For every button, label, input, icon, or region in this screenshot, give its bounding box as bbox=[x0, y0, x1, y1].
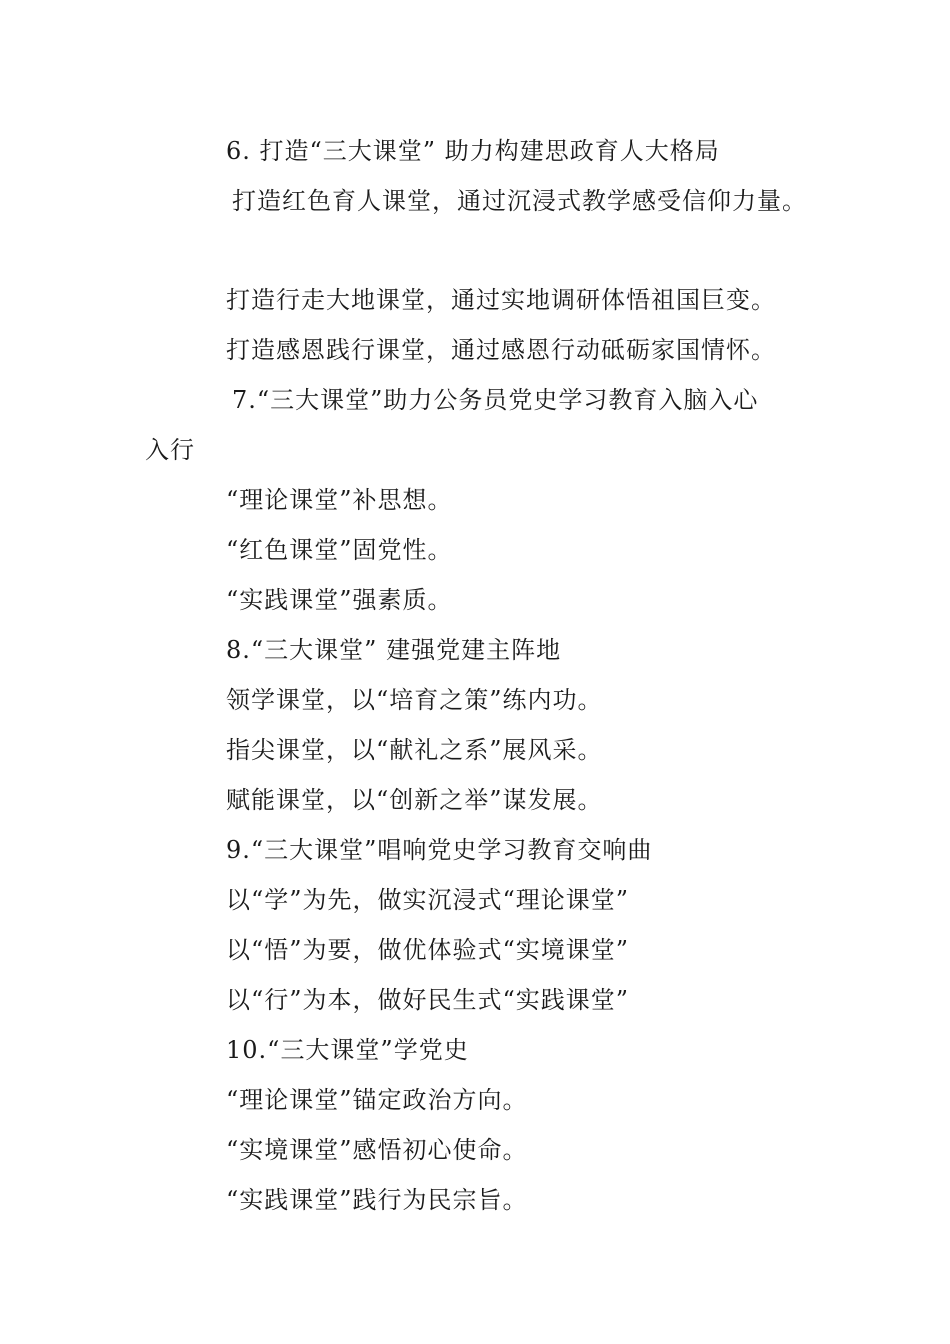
paragraph-line: 以“学”为先，做实沉浸式“理论课堂” bbox=[226, 886, 630, 914]
paragraph-line: “理论课堂”补思想。 bbox=[226, 486, 453, 514]
paragraph-line: “实践课堂”践行为民宗旨。 bbox=[226, 1186, 528, 1214]
heading-10: 10.“三大课堂”学党史 bbox=[226, 1036, 469, 1064]
paragraph-line: 指尖课堂，以“献礼之系”展风采。 bbox=[226, 736, 603, 764]
paragraph-line: “红色课堂”固党性。 bbox=[226, 536, 453, 564]
paragraph-line: 打造感恩践行课堂，通过感恩行动砥砺家国情怀。 bbox=[226, 336, 776, 364]
heading-7: 7.“三大课堂”助力公务员党史学习教育入脑入心 bbox=[232, 386, 759, 414]
heading-7-continuation: 入行 bbox=[145, 436, 195, 464]
paragraph-line: “实践课堂”强素质。 bbox=[226, 586, 453, 614]
paragraph-line: 以“悟”为要，做优体验式“实境课堂” bbox=[226, 936, 630, 964]
paragraph-line: 领学课堂，以“培育之策”练内功。 bbox=[226, 686, 603, 714]
paragraph-line: “实境课堂”感悟初心使命。 bbox=[226, 1136, 528, 1164]
paragraph-line: 赋能课堂，以“创新之举”谋发展。 bbox=[226, 786, 603, 814]
heading-8: 8.“三大课堂” 建强党建主阵地 bbox=[226, 636, 562, 664]
paragraph-line: “理论课堂”锚定政治方向。 bbox=[226, 1086, 528, 1114]
paragraph-line: 打造红色育人课堂，通过沉浸式教学感受信仰力量。 bbox=[232, 187, 807, 215]
heading-6: 6. 打造“三大课堂” 助力构建思政育人大格局 bbox=[226, 137, 720, 165]
heading-9: 9.“三大课堂”唱响党史学习教育交响曲 bbox=[226, 836, 653, 864]
paragraph-line: 以“行”为本，做好民生式“实践课堂” bbox=[226, 986, 630, 1014]
paragraph-line: 打造行走大地课堂，通过实地调研体悟祖国巨变。 bbox=[226, 286, 776, 314]
